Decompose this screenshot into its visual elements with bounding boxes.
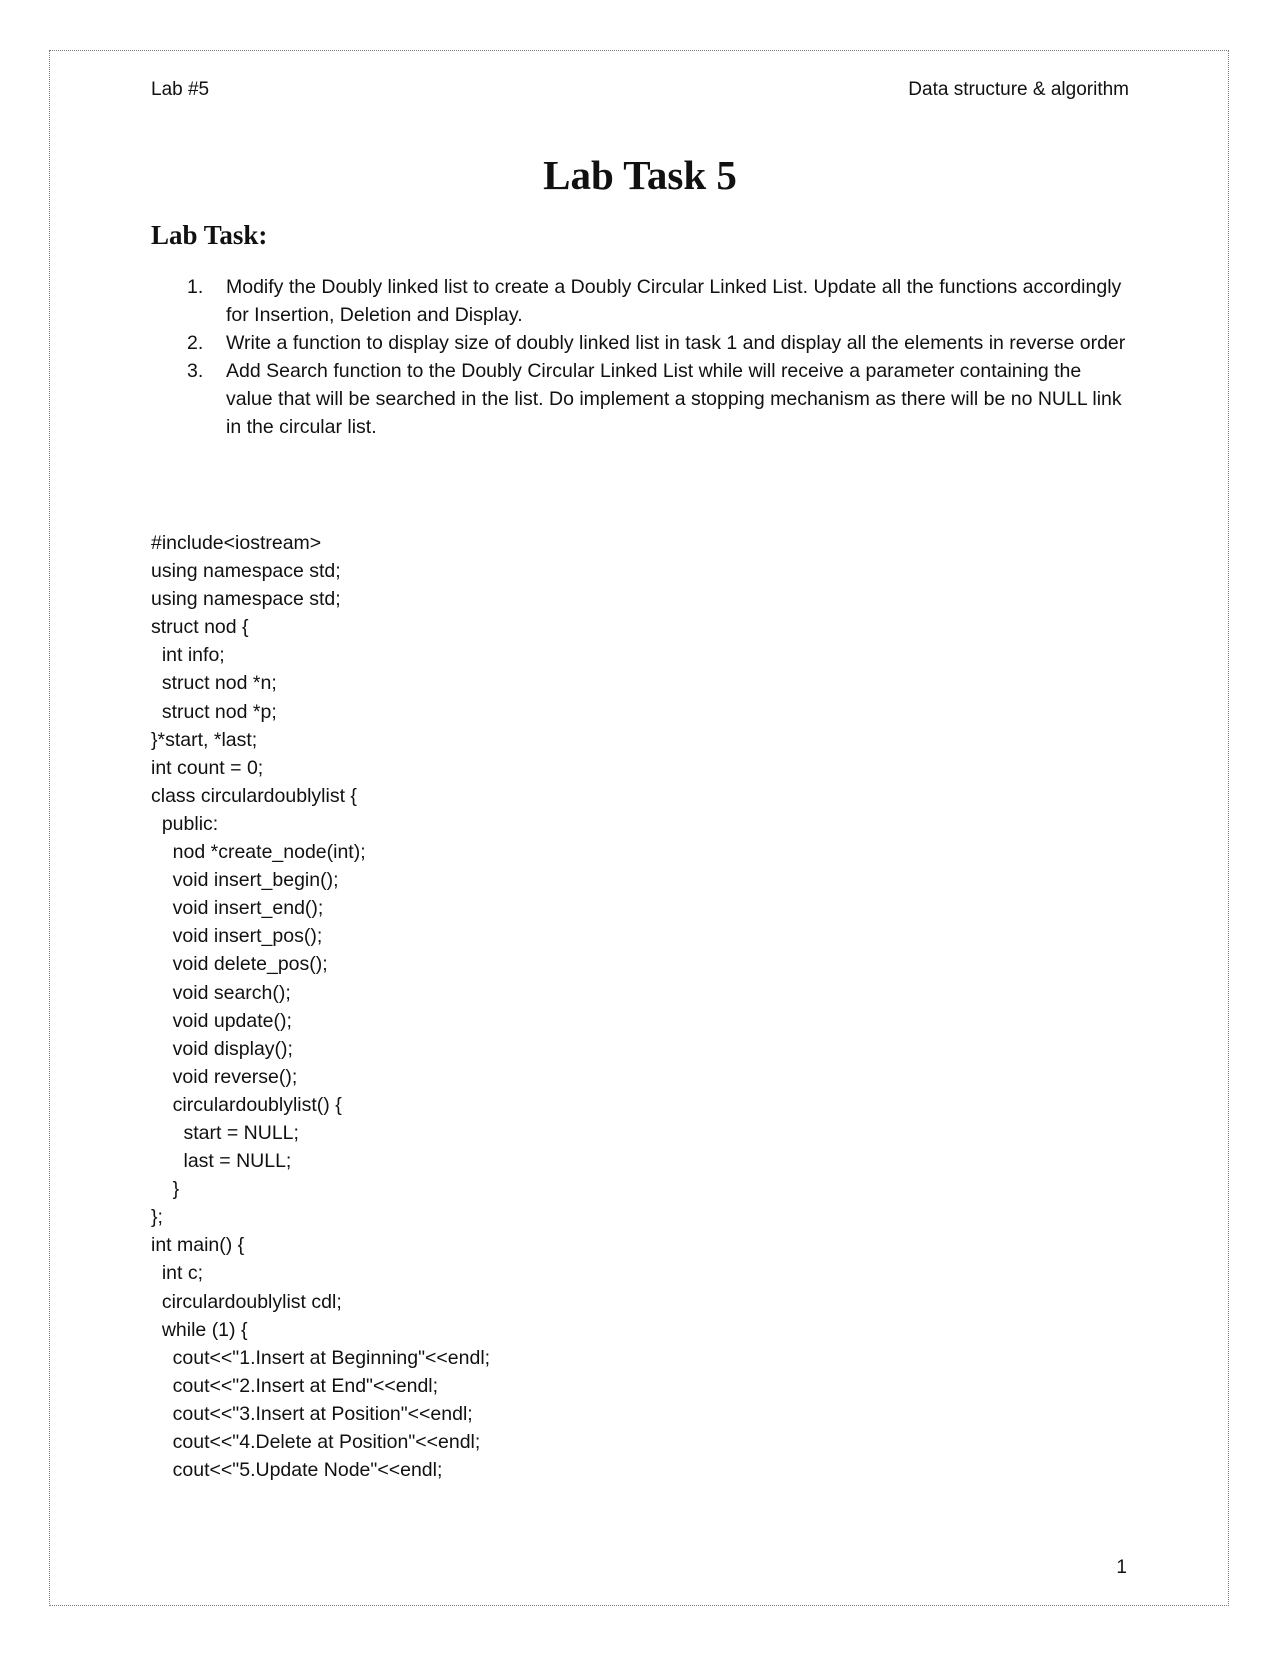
section-heading: Lab Task: [151, 220, 268, 250]
code-line: void reverse(); [151, 1065, 298, 1088]
task-item [151, 273, 1131, 329]
code-line: while (1) { [151, 1318, 248, 1341]
code-line: using namespace std; [151, 588, 341, 611]
code-line: void update(); [151, 1009, 292, 1032]
task-text: Add Search function to the Doubly Circular Linked List while will receive a parameter containing the value that will be searched in the list. Do implement a stopping mechanism as there will be no NULL link in the circular list. [226, 360, 1122, 438]
code-line: int count = 0; [151, 756, 264, 779]
code-line: cout<<"2.Insert at End"<<endl; [151, 1374, 439, 1397]
task-text: Write a function to display size of doubly linked list in task 1 and display all the elements in reverse order [226, 332, 1126, 354]
code-line: cout<<"1.Insert at Beginning"<<endl; [151, 1346, 491, 1369]
task-number: 3. [187, 360, 204, 382]
code-line: int c; [151, 1262, 204, 1285]
code-line: void search(); [151, 981, 291, 1004]
task-item [151, 357, 1131, 441]
task-item [151, 329, 1131, 357]
code-line: cout<<"3.Insert at Position"<<endl; [151, 1402, 473, 1425]
task-number: 1. [187, 276, 204, 298]
code-line: class circulardoublylist { [151, 784, 357, 807]
code-line: nod *create_node(int); [151, 841, 366, 864]
code-line: cout<<"5.Update Node"<<endl; [151, 1459, 443, 1482]
code-line: }; [151, 1206, 163, 1229]
code-line: struct nod { [151, 616, 249, 639]
page-number: 1 [1116, 1557, 1127, 1578]
code-line: int info; [151, 644, 225, 667]
code-line: void delete_pos(); [151, 953, 328, 976]
code-line: void insert_end(); [151, 897, 324, 920]
code-block [151, 529, 490, 1484]
task-text: Modify the Doubly linked list to create a Doubly Circular Linked List. Update all the functions accordingly for Insertion, Deletion and Display. [226, 276, 1122, 326]
code-line: int main() { [151, 1234, 245, 1257]
code-line: struct nod *p; [151, 700, 277, 723]
code-line: #include<iostream> [151, 532, 322, 554]
header-course-name: Data structure & algorithm [908, 79, 1129, 100]
page-title: Lab Task 5 [543, 152, 737, 198]
code-line: last = NULL; [151, 1150, 292, 1173]
code-line: circulardoublylist cdl; [151, 1290, 342, 1313]
code-line: struct nod *n; [151, 672, 277, 695]
code-line: circulardoublylist() { [151, 1093, 342, 1116]
header-lab-number: Lab #5 [151, 79, 210, 100]
code-line: }*start, *last; [151, 728, 258, 751]
code-line: using namespace std; [151, 560, 341, 583]
code-line: public: [151, 812, 219, 835]
task-list [151, 273, 1131, 441]
task-number: 2. [187, 332, 204, 354]
code-line: start = NULL; [151, 1121, 299, 1144]
code-line: void display(); [151, 1037, 293, 1060]
code-line: void insert_begin(); [151, 869, 339, 892]
code-line: void insert_pos(); [151, 925, 323, 948]
code-line: } [151, 1178, 180, 1201]
code-line: cout<<"4.Delete at Position"<<endl; [151, 1431, 481, 1453]
